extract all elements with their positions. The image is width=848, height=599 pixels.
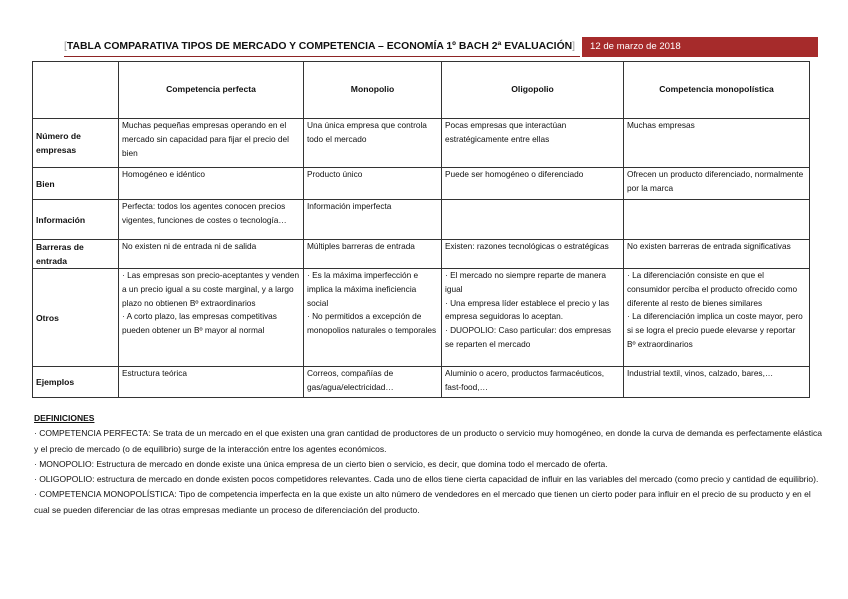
bullet-line: · Las empresas son precio-aceptantes y venden a un precio igual a su coste marginal, y a largo plazo no obtienen Bº extraordinarios: [122, 270, 300, 308]
table-cell: Existen: razones tecnológicas o estratégicas: [442, 240, 624, 269]
table-cell: [119, 269, 304, 367]
row-header: Número de empresas: [33, 119, 119, 168]
bullet-line: · Una empresa líder establece el precio y las empresa seguidoras lo aceptan.: [445, 297, 610, 322]
table-cell: Producto único: [304, 168, 442, 200]
bullet-line: · A corto plazo, las empresas competitivas pueden obtener un Bº mayor al normal: [122, 311, 277, 336]
table-cell: Industrial textil, vinos, calzado, bares,…: [624, 367, 810, 398]
row-header: Información: [33, 200, 119, 240]
table-cell: Pocas empresas que interactúan estratégicamente entre ellas: [442, 119, 624, 168]
bullet-line: · El mercado no siempre reparte de manera igual: [445, 270, 606, 294]
table-header-row: [33, 62, 810, 119]
column-header: Monopolio: [304, 62, 442, 119]
table-cell: [624, 200, 810, 240]
table-cell: [304, 269, 442, 367]
table-cell: Aluminio o acero, productos farmacéuticos, fast-food,…: [442, 367, 624, 398]
table-cell: [442, 269, 624, 367]
bullet-line: · La diferenciación consiste en que el consumidor perciba el producto ofrecido como diferente al resto de bienes similares: [627, 270, 798, 308]
column-header: Oligopolio: [442, 62, 624, 119]
table-cell: Muchas empresas: [624, 119, 810, 168]
table-cell: Estructura teórica: [119, 367, 304, 398]
row-header: Barreras de entrada: [33, 240, 119, 269]
table-cell: Muchas pequeñas empresas operando en el mercado sin capacidad para fijar el precio del bien: [119, 119, 304, 168]
bullet-line: · No permitidos a excepción de monopolios naturales o temporales: [307, 311, 437, 336]
definitions-title: DEFINICIONES: [34, 413, 95, 423]
table-row: [33, 168, 810, 200]
bullet-line: · DUOPOLIO: Caso particular: dos empresas se reparten el mercado: [445, 325, 611, 349]
comparison-table: [32, 61, 810, 398]
table-cell: No existen ni de entrada ni de salida: [119, 240, 304, 269]
definitions-section: [34, 411, 824, 518]
title-bracket-close: ]: [572, 41, 576, 52]
row-header: Otros: [33, 269, 119, 367]
table-cell: Perfecta: todos los agentes conocen precios vigentes, funciones de costes o tecnología…: [119, 200, 304, 240]
table-cell: Ofrecen un producto diferenciado, normalmente por la marca: [624, 168, 810, 200]
table-cell: Puede ser homogéneo o diferenciado: [442, 168, 624, 200]
table-cell: Información imperfecta: [304, 200, 442, 240]
table-row: [33, 240, 810, 269]
row-header: Bien: [33, 168, 119, 200]
definition-item: · COMPETENCIA MONOPOLÍSTICA: Tipo de competencia imperfecta en la que existe un alto número de vendedores en el mercado que tienen un cierto poder para influir en el precio de su producto y en el cual se pueden diferenciar de las otras empresas mediante un proceso de diferenciación del producto.: [34, 489, 811, 515]
document-title: [64, 37, 580, 57]
table-cell: Correos, compañías de gas/agua/electricidad…: [304, 367, 442, 398]
definition-item: · MONOPOLIO: Estructura de mercado en donde existe una única empresa de un cierto bien o servicio, es decir, que domina todo el mercado de oferta.: [34, 458, 608, 469]
table-cell: Una única empresa que controla todo el mercado: [304, 119, 442, 168]
document-date: 12 de marzo de 2018: [582, 37, 818, 57]
corner-cell: [33, 62, 119, 119]
document-header: [64, 37, 818, 57]
table-cell: [624, 269, 810, 367]
table-row: [33, 200, 810, 240]
table-cell: [442, 200, 624, 240]
column-header: Competencia monopolística: [624, 62, 810, 119]
title-bracket-open: [: [64, 41, 67, 52]
table-cell: Homogéneo e idéntico: [119, 168, 304, 200]
bullet-line: · La diferenciación implica un coste mayor, pero si se logra el precio puede elevarse y reportar Bº extraordinarios: [627, 311, 803, 349]
table-cell: No existen barreras de entrada significativas: [624, 240, 810, 269]
table-row: [33, 119, 810, 168]
table-row: [33, 269, 810, 367]
table-cell: Múltiples barreras de entrada: [304, 240, 442, 269]
table-row: [33, 367, 810, 398]
definition-item: · COMPETENCIA PERFECTA: Se trata de un mercado en el que existen una gran cantidad de productores de un producto o servicio muy homogéneo, en donde la curva de demanda es perfectamente elástica y el precio de mercado (o de equilibrio) surge de la interacción entre los agentes económicos.: [34, 428, 822, 454]
title-text: TABLA COMPARATIVA TIPOS DE MERCADO Y COMPETENCIA – ECONOMÍA 1º BACH 2ª EVALUACIÓN: [66, 41, 573, 52]
row-header: Ejemplos: [33, 367, 119, 398]
definition-item: · OLIGOPOLIO: estructura de mercado en donde existen pocos competidores relevantes. Cada uno de ellos tiene cierta capacidad de influir en las variables del mercado (como precio y cantidad de equilibrio).: [34, 474, 819, 485]
column-header: Competencia perfecta: [119, 62, 304, 119]
bullet-line: · Es la máxima imperfección e implica la máxima ineficiencia social: [307, 270, 419, 308]
